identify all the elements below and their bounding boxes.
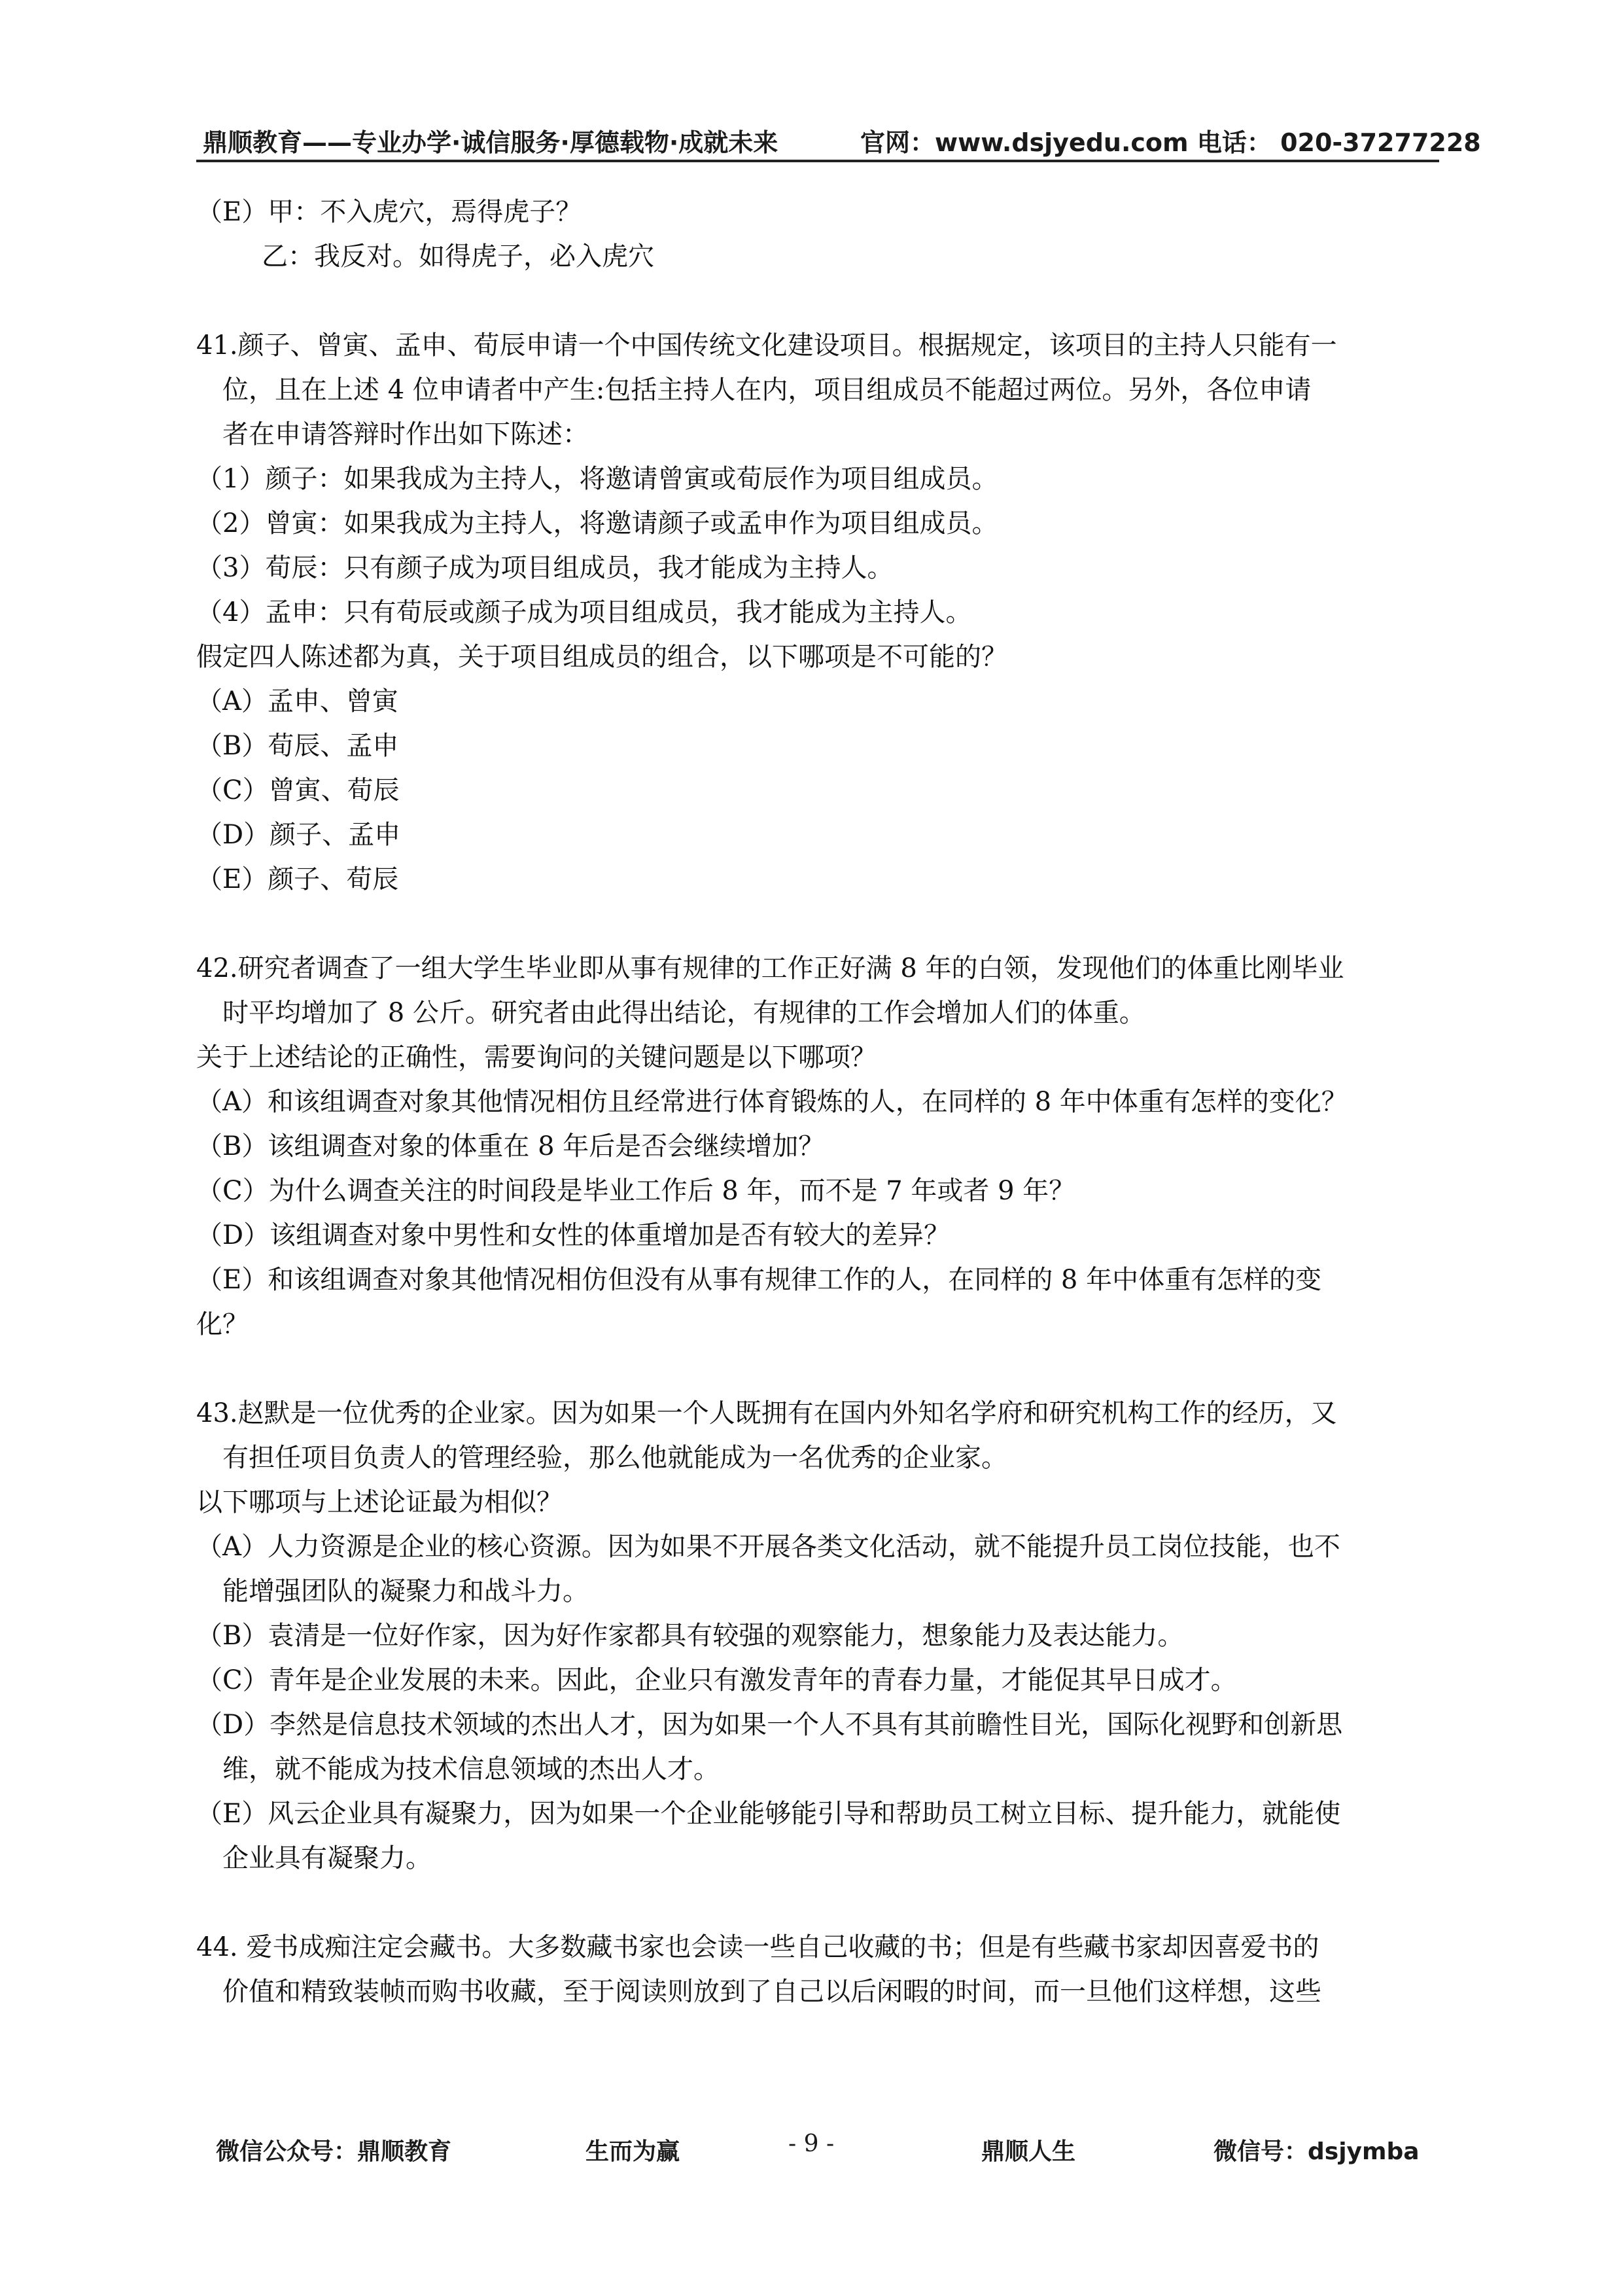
footer-wechat-id: 微信号：dsjymba bbox=[1213, 2138, 1420, 2165]
q43-option-b: （B）袁清是一位好作家，因为好作家都具有较强的观察能力，想象能力及表达能力。 bbox=[196, 1621, 1184, 1651]
q42-option-a: （A）和该组调查对象其他情况相仿且经常进行体育锻炼的人，在同样的 8 年中体重有怎样的变化？ bbox=[196, 1087, 1348, 1117]
question-44 bbox=[196, 1925, 1439, 2014]
q42-question: 关于上述结论的正确性，需要询问的关键问题是以下哪项？ bbox=[196, 1042, 877, 1072]
q41-option-d: （D）颜子、孟申 bbox=[196, 820, 401, 850]
q44-stem: 44. 爱书成痴注定会藏书。大多数藏书家也会读一些自己收藏的书；但是有些藏书家却因喜爱书的 bbox=[196, 1932, 1319, 1962]
q41-stem-cont: 者在申请答辩时作出如下陈述： bbox=[222, 419, 589, 450]
q42-option-c: （C）为什么调查关注的时间段是毕业工作后 8 年，而不是 7 年或者 9 年？ bbox=[196, 1176, 1075, 1206]
q43-option-d: （D）李然是信息技术领域的杰出人才，因为如果一个人不具有其前瞻性目光，国际化视野和创新思 bbox=[196, 1710, 1343, 1740]
q43-stem-cont: 有担任项目负责人的管理经验，那么他就能成为一名优秀的企业家。 bbox=[222, 1443, 1007, 1473]
q43-option-d-cont: 维，就不能成为技术信息领域的杰出人才。 bbox=[222, 1754, 720, 1784]
q41-option-e: （E）颜子、荀辰 bbox=[196, 864, 399, 894]
q42-stem-cont: 时平均增加了 8 公斤。研究者由此得出结论，有规律的工作会增加人们的体重。 bbox=[222, 998, 1145, 1028]
q42-option-e: （E）和该组调查对象其他情况相仿但没有从事有规律工作的人，在同样的 8 年中体重有怎样的变 bbox=[196, 1265, 1322, 1295]
q43-option-e-cont: 企业具有凝聚力。 bbox=[222, 1843, 432, 1873]
q43-option-c: （C）青年是企业发展的未来。因此，企业只有激发青年的青春力量，才能促其早日成才。 bbox=[196, 1665, 1237, 1695]
q44-stem-cont: 价值和精致装帧而购书收藏，至于阅读则放到了自己以后闲暇的时间，而一旦他们这样想，这些 bbox=[222, 1977, 1321, 2007]
q41-question: 假定四人陈述都为真，关于项目组成员的组合，以下哪项是不可能的？ bbox=[196, 642, 1007, 672]
footer-slogan: 生而为赢 bbox=[585, 2138, 680, 2165]
q43-option-e: （E）风云企业具有凝聚力，因为如果一个企业能够能引导和帮助员工树立目标、提升能力，就能使 bbox=[196, 1799, 1341, 1829]
q41-statement-1: （1）颜子：如果我成为主持人，将邀请曾寅或荀辰作为项目组成员。 bbox=[196, 464, 998, 494]
q43-option-a: （A）人力资源是企业的核心资源。因为如果不开展各类文化活动，就不能提升员工岗位技能，也不 bbox=[196, 1532, 1340, 1562]
page-number: - 9 - bbox=[788, 2130, 835, 2157]
question-42 bbox=[196, 946, 1439, 1347]
footer-life: 鼎顺人生 bbox=[981, 2138, 1076, 2165]
q40-option-e-line1: （E）甲：不入虎穴，焉得虎子？ bbox=[196, 197, 582, 227]
page-header bbox=[196, 119, 1481, 158]
q43-option-a-cont: 能增强团队的凝聚力和战斗力。 bbox=[222, 1576, 589, 1606]
q42-option-b: （B）该组调查对象的体重在 8 年后是否会继续增加？ bbox=[196, 1131, 825, 1161]
q41-option-c: （C）曾寅、荀辰 bbox=[196, 775, 400, 805]
q43-question: 以下哪项与上述论证最为相似？ bbox=[196, 1487, 563, 1517]
q42-option-d: （D）该组调查对象中男性和女性的体重增加是否有较大的差异？ bbox=[196, 1220, 951, 1250]
header-rule bbox=[196, 160, 1439, 162]
q41-option-a: （A）孟申、曾寅 bbox=[196, 686, 398, 716]
q41-stem-cont: 位，且在上述 4 位申请者中产生:包括主持人在内，项目组成员不能超过两位。另外，各位申请 bbox=[222, 375, 1312, 405]
header-slogan: 鼎顺教育——专业办学·诚信服务·厚德载物·成就未来 bbox=[203, 128, 778, 157]
page-content bbox=[196, 190, 1439, 2014]
question-41 bbox=[196, 323, 1439, 902]
q41-statement-4: （4）孟申：只有荀辰或颜子成为项目组成员，我才能成为主持人。 bbox=[196, 597, 972, 627]
q40-option-e-line2: 乙：我反对。如得虎子，必入虎穴 bbox=[262, 241, 654, 272]
footer-wechat-public: 微信公众号：鼎顺教育 bbox=[216, 2138, 452, 2165]
q41-stem: 41.颜子、曾寅、孟申、荀辰申请一个中国传统文化建设项目。根据规定，该项目的主持人只能有一 bbox=[196, 330, 1337, 361]
q43-stem: 43.赵默是一位优秀的企业家。因为如果一个人既拥有在国内外知名学府和研究机构工作的经历，又 bbox=[196, 1398, 1337, 1428]
header-contact: 官网：www.dsjyedu.com 电话： 020-37277228 bbox=[860, 128, 1481, 157]
q42-stem: 42.研究者调查了一组大学生毕业即从事有规律的工作正好满 8 年的白领，发现他们的体重比刚毕业 bbox=[196, 953, 1344, 983]
q41-statement-2: （2）曾寅：如果我成为主持人，将邀请颜子或孟申作为项目组成员。 bbox=[196, 508, 998, 539]
q41-option-b: （B）荀辰、孟申 bbox=[196, 731, 399, 761]
question-43 bbox=[196, 1391, 1439, 1881]
q41-statement-3: （3）荀辰：只有颜子成为项目组成员，我才能成为主持人。 bbox=[196, 553, 894, 583]
q42-option-e-cont: 化？ bbox=[196, 1309, 249, 1339]
page-footer bbox=[196, 2130, 1439, 2172]
